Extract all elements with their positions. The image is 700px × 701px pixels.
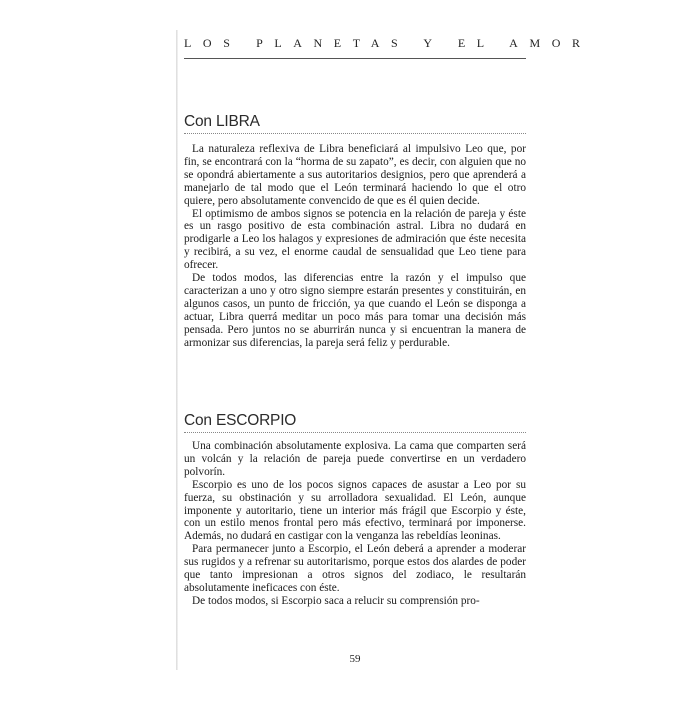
- section-body-escorpio: [184, 440, 526, 608]
- section-body-libra: [184, 143, 526, 350]
- section-rule-libra: [184, 133, 526, 134]
- header-rule: [184, 58, 526, 59]
- paragraph: Escorpio es uno de los pocos signos capaces de asustar a Leo por su fuerza, su obstinación y su arrolladora sexualidad. El León, aunque imponente y autoritario, tiene un interior más frágil que Escorpio y éste, con un estilo menos frontal pero más efectivo, terminará por imponerse. Además, no dudará en castigar con la venganza las rebeldías leoninas.: [184, 478, 526, 543]
- paragraph: La naturaleza reflexiva de Libra beneficiará al impulsivo Leo que, por fin, se encontrará con la “horma de su zapato”, es decir, con alguien que no se opondrá abiertamente a sus autoritarios designios, pero que aprenderá a manejarlo de tal modo que el León terminará haciendo lo que el otro quiere, pero absolutamente convencido de que es él quien decide.: [184, 143, 526, 207]
- section-title-libra: Con LIBRA: [184, 113, 260, 130]
- paragraph: Para permanecer junto a Escorpio, el León deberá a aprender a moderar sus rugidos y a refrenar su autoritarismo, porque estos dos alardes de poder que tanto impresionan a otros signos del zodiaco, le resultarán absolutamente ineficaces con éste.: [184, 543, 526, 594]
- running-head: LOS PLANETAS Y EL AMOR: [184, 36, 592, 50]
- paragraph: De todos modos, las diferencias entre la razón y el impulso que caracterizan a uno y otro signo siempre estarán presentes y constituirán, en algunos casos, un punto de fricción, ya que cuando el León se disponga a actuar, Libra querrá meditar un poco más para tomar una decisión más pensada. Pero juntos no se aburrirán nunca y si encuentran la manera de armonizar sus diferencias, la pareja será feliz y perdurable.: [184, 272, 526, 349]
- section-title-escorpio: Con ESCORPIO: [184, 412, 297, 429]
- paragraph: El optimismo de ambos signos se potencia en la relación de pareja y éste es un rasgo positivo de esta combinación astral. Libra no dudará en prodigarle a Leo los halagos y expresiones de admiración que éste necesita y recibirá, a su vez, el enorme caudal de sensualidad que Leo tiene para ofrecer.: [184, 207, 526, 272]
- page-number: 59: [349, 653, 361, 665]
- paragraph: De todos modos, si Escorpio saca a relucir su comprensión pro-: [192, 594, 480, 607]
- section-rule-escorpio: [184, 432, 526, 433]
- paragraph: Una combinación absolutamente explosiva. La cama que comparten será un volcán y la relación de pareja puede convertirse en un verdadero polvorín.: [184, 440, 526, 478]
- page-gutter-shadow: [176, 30, 178, 670]
